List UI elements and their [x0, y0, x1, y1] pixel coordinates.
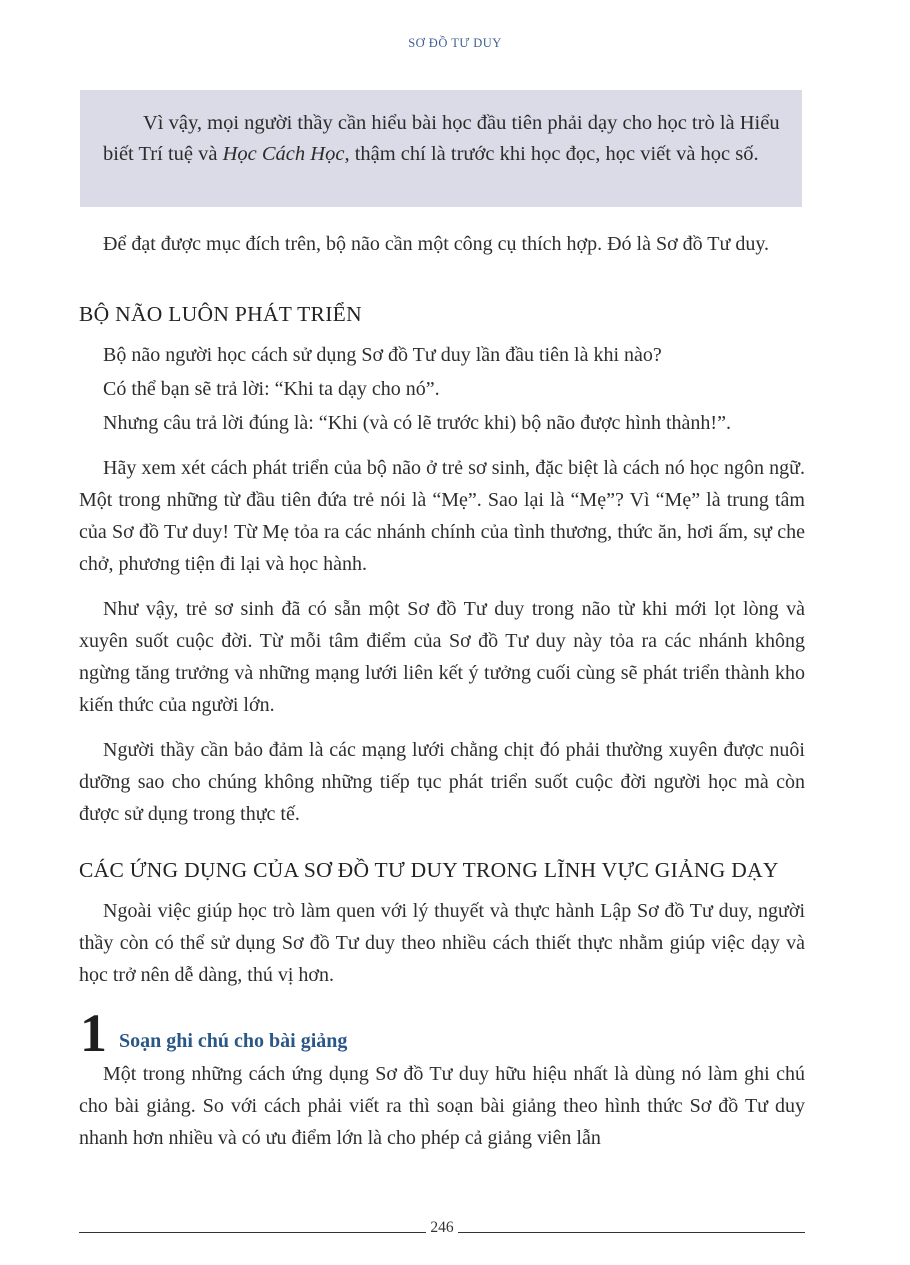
page-content: [79, 228, 805, 1154]
item-title: Soạn ghi chú cho bài giảng: [119, 1030, 348, 1052]
page-number: 246: [430, 1219, 454, 1236]
body-line-2: Có thể bạn sẽ trả lời: “Khi ta dạy cho nó”.: [103, 378, 440, 400]
body-paragraph-2: Như vậy, trẻ sơ sinh đã có sẵn một Sơ đồ Tư duy trong não từ khi mới lọt lòng và xuyên suốt cuộc đời. Từ mỗi tâm điểm của Sơ đồ Tư duy này tỏa ra các nhánh không ngừng tăng trưởng và những mạng lưới liên kết ý tưởng cuối cùng sẽ phát triển thành kho kiến thức của người lớn.: [79, 598, 805, 716]
footer-rule-right: [458, 1232, 805, 1233]
intro-paragraph: Để đạt được mục đích trên, bộ não cần một công cụ thích hợp. Đó là Sơ đồ Tư duy.: [103, 233, 770, 255]
quote-emphasis: Học Cách Học: [222, 143, 345, 165]
body-line-1: Bộ não người học cách sử dụng Sơ đồ Tư duy lần đầu tiên là khi nào?: [103, 344, 662, 366]
page-footer: [79, 1216, 805, 1240]
quote-box: [80, 90, 802, 207]
quote-text-after: , thậm chí là trước khi học đọc, học viết và học số.: [344, 143, 759, 165]
item-paragraph: Một trong những cách ứng dụng Sơ đồ Tư duy hữu hiệu nhất là dùng nó làm ghi chú cho bài giảng. So với cách phải viết ra thì soạn bài giảng theo hình thức Sơ đồ Tư duy nhanh hơn nhiều và có ưu điểm lớn là cho phép cả giảng viên lẫn: [79, 1063, 805, 1149]
numbered-item-1: [79, 1003, 805, 1063]
section-heading-brain: BỘ NÃO LUÔN PHÁT TRIỂN: [79, 302, 362, 326]
quote-text: [103, 108, 782, 170]
section-heading-applications: CÁC ỨNG DỤNG CỦA SƠ ĐỒ TƯ DUY TRONG LĨNH VỰC GIẢNG DẠY: [79, 858, 779, 882]
item-number: 1: [80, 1003, 107, 1063]
body-paragraph-1: Hãy xem xét cách phát triển của bộ não ở trẻ sơ sinh, đặc biệt là cách nó học ngôn ngữ. Một trong những từ đầu tiên đứa trẻ nói là “Mẹ”. Sao lại là “Mẹ”? Vì “Mẹ” là trung tâm của Sơ đồ Tư duy! Từ Mẹ tỏa ra các nhánh chính của tình thương, thức ăn, hơi ấm, sự che chở, phương tiện đi lại và học hành.: [79, 457, 805, 575]
body-paragraph-3: Người thầy cần bảo đảm là các mạng lưới chằng chịt đó phải thường xuyên được nuôi dưỡng sao cho chúng không những tiếp tục phát triển suốt cuộc đời người học mà còn được sử dụng trong thực tế.: [79, 739, 805, 825]
quote-text-before: Vì vậy, mọi người thầy cần hiểu bài học đầu tiên phải dạy cho học trò là Hiểu biết Trí tuệ và: [103, 112, 780, 165]
footer-rule-left: [79, 1232, 426, 1233]
applications-paragraph: Ngoài việc giúp học trò làm quen với lý thuyết và thực hành Lập Sơ đồ Tư duy, người thầy còn có thể sử dụng Sơ đồ Tư duy theo nhiều cách thiết thực nhằm giúp việc dạy và học trở nên dễ dàng, thú vị hơn.: [79, 900, 805, 986]
body-line-3: Nhưng câu trả lời đúng là: “Khi (và có lẽ trước khi) bộ não được hình thành!”.: [103, 412, 731, 434]
running-head: SƠ ĐỒ TƯ DUY: [408, 36, 502, 50]
